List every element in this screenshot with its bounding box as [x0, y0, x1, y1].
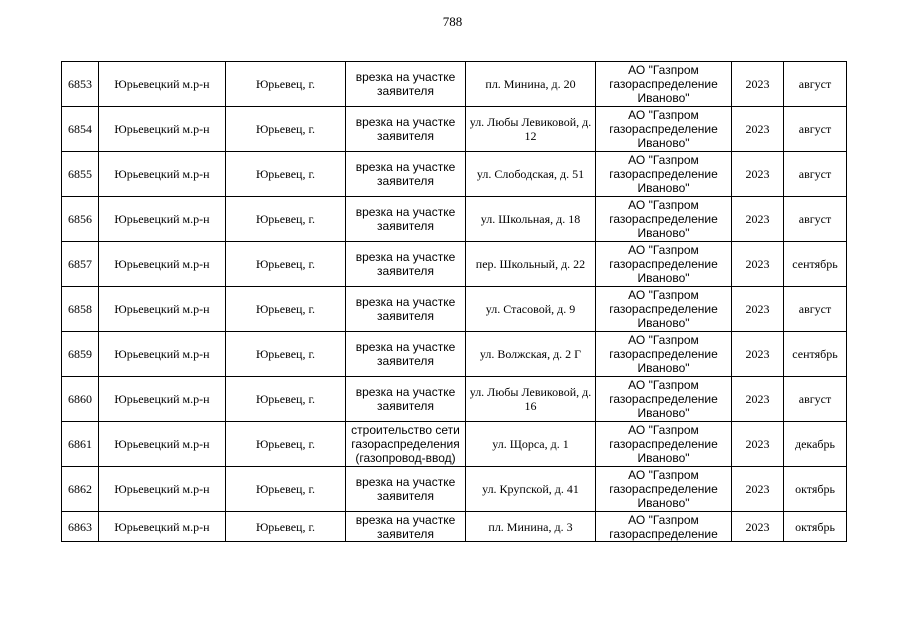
year-cell: 2023	[732, 332, 784, 377]
year-cell: 2023	[732, 377, 784, 422]
page-number: 788	[442, 14, 463, 29]
table-row	[62, 332, 847, 377]
month-cell: август	[784, 197, 847, 242]
work-type-cell: строительство сети газораспределения (газопровод-ввод)	[346, 422, 466, 467]
organization-cell: АО "Газпром газораспределение Иваново"	[596, 422, 732, 467]
district-cell: Юрьевецкий м.р-н	[99, 377, 226, 422]
month-cell: август	[784, 62, 847, 107]
organization-cell: АО "Газпром газораспределение Иваново"	[596, 197, 732, 242]
settlement-cell: Юрьевец, г.	[226, 242, 346, 287]
work-type-cell: врезка на участке заявителя	[346, 467, 466, 512]
row-number: 6854	[62, 107, 99, 152]
address-cell: ул. Волжская, д. 2 Г	[466, 332, 596, 377]
month-cell: август	[784, 107, 847, 152]
table-row	[62, 242, 847, 287]
address-cell: ул. Стасовой, д. 9	[466, 287, 596, 332]
work-type-cell: врезка на участке заявителя	[346, 377, 466, 422]
district-cell: Юрьевецкий м.р-н	[99, 197, 226, 242]
settlement-cell: Юрьевец, г.	[226, 107, 346, 152]
year-cell: 2023	[732, 422, 784, 467]
row-number: 6861	[62, 422, 99, 467]
address-cell: пл. Минина, д. 3	[466, 512, 596, 542]
district-cell: Юрьевецкий м.р-н	[99, 467, 226, 512]
work-type-cell: врезка на участке заявителя	[346, 197, 466, 242]
address-cell: ул. Любы Левиковой, д. 12	[466, 107, 596, 152]
address-cell: ул. Щорса, д. 1	[466, 422, 596, 467]
table-row	[62, 107, 847, 152]
settlement-cell: Юрьевец, г.	[226, 152, 346, 197]
month-cell: август	[784, 152, 847, 197]
organization-cell: АО "Газпром газораспределение	[596, 512, 732, 542]
organization-cell: АО "Газпром газораспределение Иваново"	[596, 62, 732, 107]
district-cell: Юрьевецкий м.р-н	[99, 107, 226, 152]
organization-cell: АО "Газпром газораспределение Иваново"	[596, 332, 732, 377]
work-type-cell: врезка на участке заявителя	[346, 107, 466, 152]
address-cell: пер. Школьный, д. 22	[466, 242, 596, 287]
month-cell: октябрь	[784, 467, 847, 512]
row-number: 6863	[62, 512, 99, 542]
organization-cell: АО "Газпром газораспределение Иваново"	[596, 152, 732, 197]
settlement-cell: Юрьевец, г.	[226, 467, 346, 512]
year-cell: 2023	[732, 197, 784, 242]
organization-cell: АО "Газпром газораспределение Иваново"	[596, 467, 732, 512]
district-cell: Юрьевецкий м.р-н	[99, 242, 226, 287]
row-number: 6855	[62, 152, 99, 197]
settlement-cell: Юрьевец, г.	[226, 287, 346, 332]
settlement-cell: Юрьевец, г.	[226, 197, 346, 242]
table-row	[62, 377, 847, 422]
month-cell: сентябрь	[784, 242, 847, 287]
year-cell: 2023	[732, 152, 784, 197]
work-type-cell: врезка на участке заявителя	[346, 242, 466, 287]
settlement-cell: Юрьевец, г.	[226, 422, 346, 467]
organization-cell: АО "Газпром газораспределение Иваново"	[596, 242, 732, 287]
settlement-cell: Юрьевец, г.	[226, 512, 346, 542]
work-type-cell: врезка на участке заявителя	[346, 152, 466, 197]
year-cell: 2023	[732, 242, 784, 287]
district-cell: Юрьевецкий м.р-н	[99, 332, 226, 377]
row-number: 6859	[62, 332, 99, 377]
month-cell: октябрь	[784, 512, 847, 542]
settlement-cell: Юрьевец, г.	[226, 332, 346, 377]
year-cell: 2023	[732, 512, 784, 542]
organization-cell: АО "Газпром газораспределение Иваново"	[596, 287, 732, 332]
table-row	[62, 152, 847, 197]
table-body	[62, 62, 847, 542]
year-cell: 2023	[732, 287, 784, 332]
row-number: 6853	[62, 62, 99, 107]
table-row	[62, 62, 847, 107]
month-cell: сентябрь	[784, 332, 847, 377]
row-number: 6862	[62, 467, 99, 512]
address-cell: ул. Школьная, д. 18	[466, 197, 596, 242]
month-cell: август	[784, 377, 847, 422]
row-number: 6857	[62, 242, 99, 287]
work-type-cell: врезка на участке заявителя	[346, 62, 466, 107]
address-cell: пл. Минина, д. 20	[466, 62, 596, 107]
row-number: 6858	[62, 287, 99, 332]
work-type-cell: врезка на участке заявителя	[346, 332, 466, 377]
work-type-cell: врезка на участке заявителя	[346, 512, 466, 542]
settlement-cell: Юрьевец, г.	[226, 62, 346, 107]
month-cell: август	[784, 287, 847, 332]
year-cell: 2023	[732, 467, 784, 512]
row-number: 6856	[62, 197, 99, 242]
address-cell: ул. Слободская, д. 51	[466, 152, 596, 197]
address-cell: ул. Крупской, д. 41	[466, 467, 596, 512]
gas-connection-table	[61, 61, 847, 542]
address-cell: ул. Любы Левиковой, д. 16	[466, 377, 596, 422]
district-cell: Юрьевецкий м.р-н	[99, 422, 226, 467]
table-row	[62, 512, 847, 542]
table-row	[62, 287, 847, 332]
organization-cell: АО "Газпром газораспределение Иваново"	[596, 107, 732, 152]
district-cell: Юрьевецкий м.р-н	[99, 512, 226, 542]
settlement-cell: Юрьевец, г.	[226, 377, 346, 422]
work-type-cell: врезка на участке заявителя	[346, 287, 466, 332]
row-number: 6860	[62, 377, 99, 422]
year-cell: 2023	[732, 62, 784, 107]
month-cell: декабрь	[784, 422, 847, 467]
year-cell: 2023	[732, 107, 784, 152]
organization-cell: АО "Газпром газораспределение Иваново"	[596, 377, 732, 422]
district-cell: Юрьевецкий м.р-н	[99, 62, 226, 107]
district-cell: Юрьевецкий м.р-н	[99, 152, 226, 197]
table-row	[62, 197, 847, 242]
table-row	[62, 422, 847, 467]
table-row	[62, 467, 847, 512]
district-cell: Юрьевецкий м.р-н	[99, 287, 226, 332]
